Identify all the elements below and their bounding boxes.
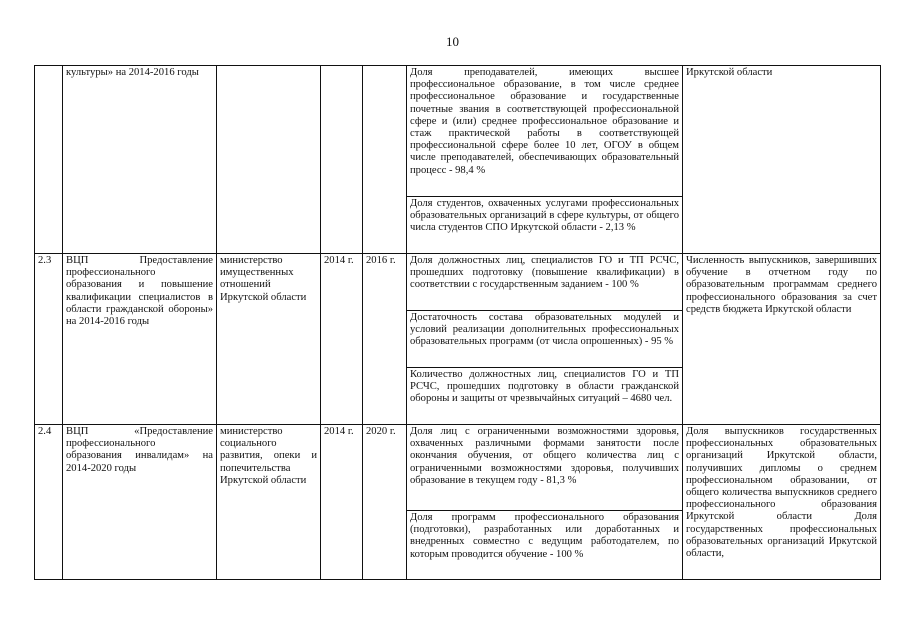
- indicator-cell: Доля лиц с ограниченными возможностями здоровья, охваченных различными формами занятости после окончания обучения, от общего количества лиц с ограниченными возможностями здоровья, получивших образование в текущем году - 81,3 %: [407, 425, 683, 511]
- indicator-cell: Достаточность состава образовательных модулей и условий реализации дополнительных профессиональных образовательных программ (от числа опрошенных) - 95 %: [407, 311, 683, 368]
- table-row: [35, 254, 881, 311]
- end-year: 2020 г.: [363, 425, 407, 580]
- executor: министерство имущественных отношений Иркутской области: [217, 254, 321, 425]
- indicator-cell: Доля должностных лиц, специалистов ГО и ТП РСЧС, прошедших подготовку (повышение квалификации) в соответствии с государственным заданием - 100 %: [407, 254, 683, 311]
- start-year: [321, 66, 363, 254]
- table-row: [35, 425, 881, 511]
- program-name: ВЦП «Предоставление профессионального образования инвалидам» на 2014-2020 годы: [63, 425, 217, 580]
- end-year: [363, 66, 407, 254]
- table-row: [35, 66, 881, 197]
- target-indicator: [683, 425, 881, 580]
- target-indicator: Иркутской области: [683, 66, 881, 254]
- indicator-cell: Доля студентов, охваченных услугами профессиональных образовательных организаций в сфере культуры, от общего числа студентов СПО Иркутской области - 2,13 %: [407, 197, 683, 254]
- executor: [217, 66, 321, 254]
- row-number: 2.3: [35, 254, 63, 425]
- row-number: [35, 66, 63, 254]
- start-year: 2014 г.: [321, 254, 363, 425]
- program-name: культуры» на 2014-2016 годы: [63, 66, 217, 254]
- program-table: [34, 65, 881, 580]
- start-year: 2014 г.: [321, 425, 363, 580]
- row-number: 2.4: [35, 425, 63, 580]
- executor: министерство социального развития, опеки и попечительства Иркутской области: [217, 425, 321, 580]
- indicator-cell: Доля программ профессионального образования (подготовки), разработанных или доработанных и внедренных совместно с ведущим работодателем, по которым проводится обучение - 100 %: [407, 511, 683, 580]
- indicator-cell: Доля преподавателей, имеющих высшее профессиональное образование, в том числе среднее профессиональное образование и государственные почетные звания в соответствующей профессиональной сфере и (или) среднее профессиональное образование и стаж практической работы в соответствующей профессиональной сфере более 10 лет, ОГОУ в общем числе преподавателей, обеспечивающих образовательный процесс - 98,4 %: [407, 66, 683, 197]
- target-indicator: Численность выпускников, завершивших обучение в отчетном году по образовательным программам среднего профессионального образования за счет средств бюджета Иркутской области: [683, 254, 881, 425]
- page-number: 10: [446, 34, 459, 49]
- indicator-cell: Количество должностных лиц, специалистов ГО и ТП РСЧС, прошедших подготовку в области гражданской обороны и защиты от чрезвычайных ситуаций – 4680 чел.: [407, 368, 683, 425]
- end-year: 2016 г.: [363, 254, 407, 425]
- program-name: ВЦП Предоставление профессионального образования и повышение квалификации специалистов в области гражданской обороны» на 2014-2016 годы: [63, 254, 217, 425]
- target-indicator-text: Доля выпускников государственных профессиональных образовательных организаций Иркутской области, получивших дипломы о среднем профессиональном образовании, от общего количества выпускников среднего профессионального образования Иркутской области Доля государственных профессиональных образовательных организаций Иркутской области,: [686, 426, 877, 560]
